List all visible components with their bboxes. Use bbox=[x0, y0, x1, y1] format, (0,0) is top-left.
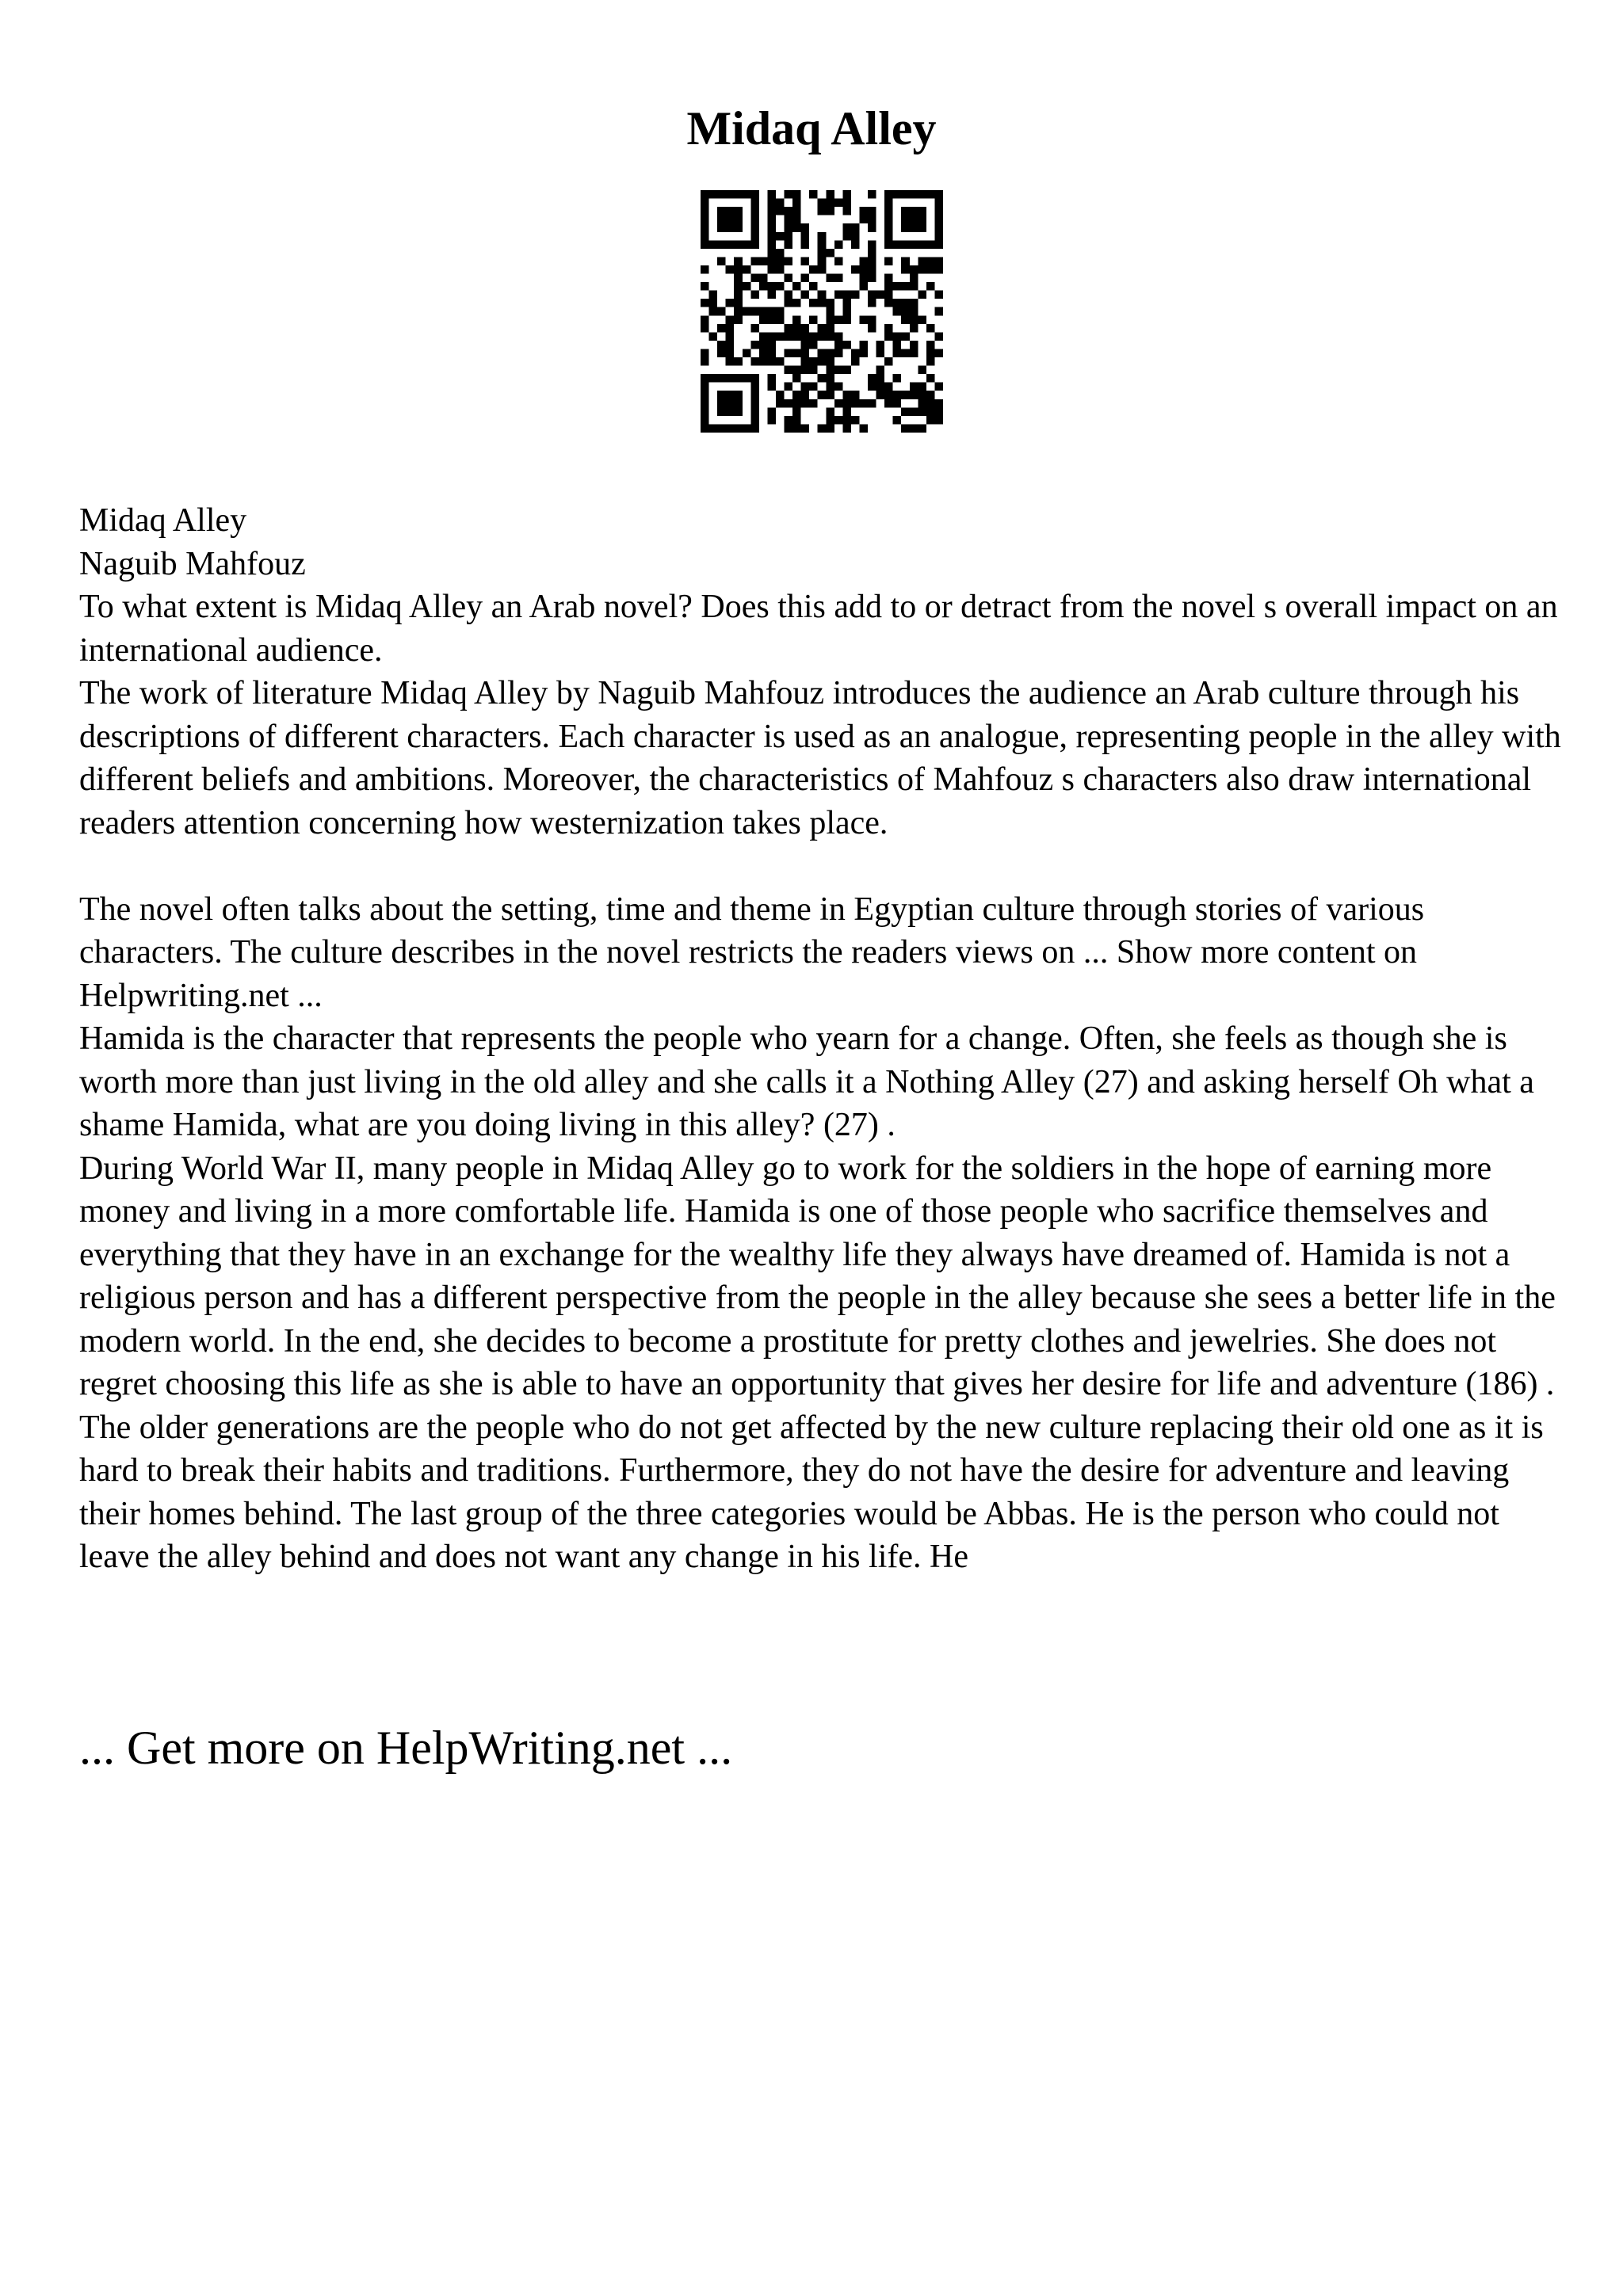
document-body bbox=[79, 499, 1569, 1579]
get-more-link[interactable]: ... Get more on HelpWriting.net ... bbox=[79, 1722, 733, 1774]
intro-paragraph: The work of literature Midaq Alley by Naguib Mahfouz introduces the audience an Arab culture through his descriptions of different characters. Each character is used as an analogue, representing people in the alley with different beliefs and ambitions. Moreover, the characteristics of Mahfouz s characters also draw international readers attention concerning how westernization takes place. bbox=[79, 675, 1561, 841]
subtitle-book-title: Midaq Alley bbox=[79, 502, 247, 539]
author-name: Naguib Mahfouz bbox=[79, 545, 306, 582]
qr-code-icon bbox=[701, 190, 943, 433]
essay-question: To what extent is Midaq Alley an Arab novel? Does this add to or detract from the novel s overall impact on an international audience. bbox=[79, 589, 1558, 669]
body-paragraph: The older generations are the people who do not get affected by the new culture replacing their old one as it is hard to break their habits and traditions. Furthermore, they do not have the desire for adventure and leaving their homes behind. The last group of the three categories would be Abbas. He is the person who could not leave the alley behind and does not want any change in his life. He bbox=[79, 1409, 1544, 1575]
body-paragraph: During World War II, many people in Midaq Alley go to work for the soldiers in the hope of earning more money and living in a more comfortable life. Hamida is one of those people who sacrifice themselves and everything that they have in an exchange for the wealthy life they always have dreamed of. Hamida is not a religious person and has a different perspective from the people in the alley because she sees a better life in the modern world. In the end, she decides to become a prostitute for pretty clothes and jewelries. She does not regret choosing this life as she is able to have an opportunity that gives her desire for life and adventure (186) . bbox=[79, 1150, 1556, 1402]
body-paragraph: The novel often talks about the setting, time and theme in Egyptian culture through stories of various characters. The culture describes in the novel restricts the readers views on ... Show more content on Helpwriting.net ... bbox=[79, 891, 1425, 1014]
page-title: Midaq Alley bbox=[686, 102, 937, 154]
body-paragraph: Hamida is the character that represents the people who yearn for a change. Often, she feels as though she is worth more than just living in the old alley and she calls it a Nothing Alley (27) and asking herself Oh what a shame Hamida, what are you doing living in this alley? (27) . bbox=[79, 1020, 1534, 1143]
